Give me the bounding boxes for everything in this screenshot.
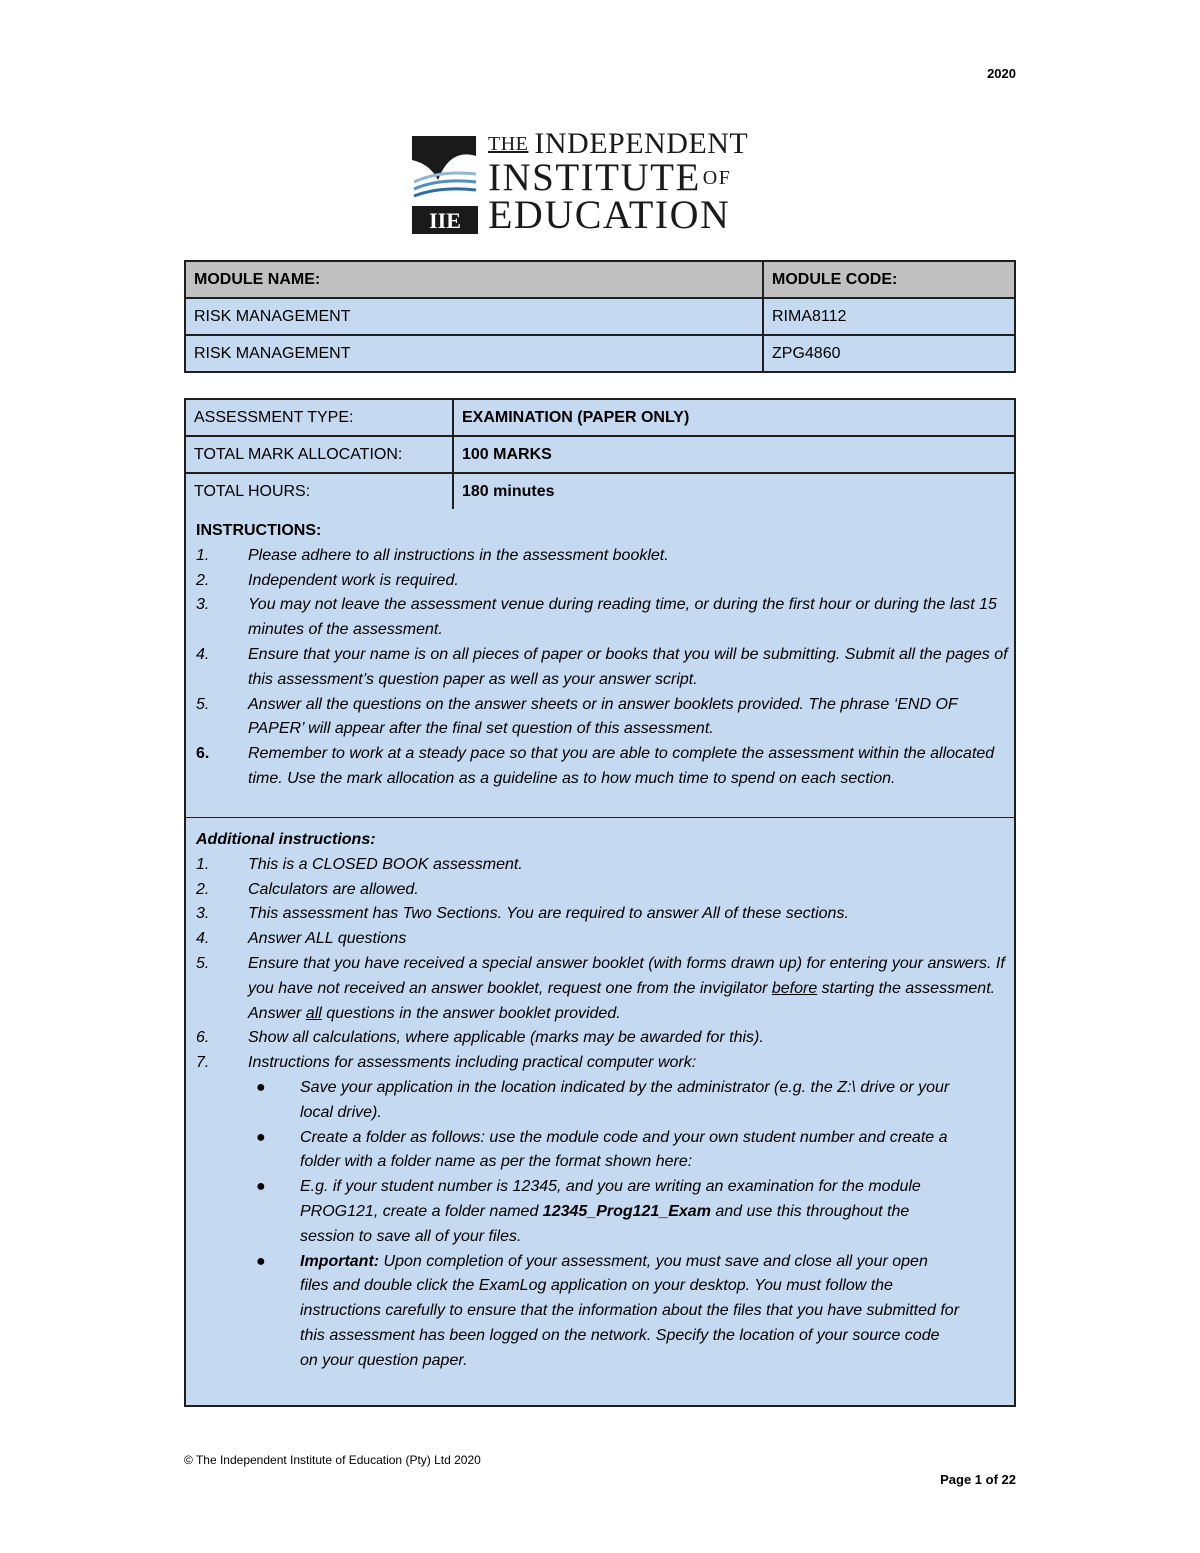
total-hours-value: 180 minutes	[453, 473, 1015, 510]
item-text: Ensure that your name is on all pieces of paper or books that you will be submitting. Submit all the pages of this assessment’s question paper as well as your answer script.	[248, 645, 1008, 688]
iie-logo	[410, 128, 790, 238]
module-name-header: MODULE NAME:	[185, 261, 763, 298]
assessment-type-label: ASSESSMENT TYPE:	[185, 399, 453, 436]
module-name-cell: RISK MANAGEMENT	[185, 335, 763, 372]
bullet-icon: ●	[256, 1252, 266, 1270]
total-mark-label: TOTAL MARK ALLOCATION:	[185, 436, 453, 473]
bullet-text: Save your application in the location indicated by the administrator (e.g. the Z:\ drive or your local drive).	[300, 1078, 950, 1121]
item-number: 5.	[196, 695, 210, 713]
folder-name-example: 12345_Prog121_Exam	[542, 1202, 711, 1220]
table-row	[185, 399, 1015, 436]
item-text: Instructions for assessments including practical computer work:	[248, 1054, 697, 1072]
list-item	[196, 643, 1014, 693]
logo-line1: INDEPENDENT	[534, 127, 749, 160]
item-number: 6.	[196, 1029, 210, 1047]
footer-page-number: Page 1 of 22	[940, 1472, 1016, 1487]
module-code-cell: ZPG4860	[763, 335, 1015, 372]
list-item	[196, 927, 1014, 952]
item-text: Please adhere to all instructions in the assessment booklet.	[248, 546, 669, 564]
important-label: Important:	[300, 1252, 380, 1270]
item-text: You may not leave the assessment venue during reading time, or during the first hour or during the last 15 minutes of the assessment.	[248, 596, 997, 639]
item-number: 1.	[196, 855, 210, 873]
logo-line3: EDUCATION	[488, 192, 731, 237]
module-name-cell: RISK MANAGEMENT	[185, 298, 763, 335]
bullet-text: Upon completion of your assessment, you must save and close all your open files and double click the ExamLog application on your desktop. You must follow the instructions carefully to ensure that the information about the files that you have submitted for this assessment has been logged on the network. Specify the location of your source code on your question paper.	[300, 1252, 960, 1369]
table-row	[185, 436, 1015, 473]
additional-list	[196, 853, 1014, 1076]
footer-copyright: © The Independent Institute of Education (Pty) Ltd 2020	[184, 1453, 481, 1467]
list-item	[196, 693, 1014, 743]
table-row	[185, 298, 1015, 335]
list-item	[196, 902, 1014, 927]
total-hours-label: TOTAL HOURS:	[185, 473, 453, 510]
item-text: Calculators are allowed.	[248, 880, 419, 898]
bullet-text: and use this throughout the session to save all of your files.	[300, 1202, 910, 1245]
list-item	[196, 853, 1014, 878]
item-text: Answer ALL questions	[248, 930, 407, 948]
assessment-type-value: EXAMINATION (PAPER ONLY)	[453, 399, 1015, 436]
additional-instructions-box	[184, 817, 1016, 1407]
bullet-icon: ●	[256, 1078, 266, 1096]
item-text-underlined: before	[771, 979, 818, 997]
item-number: 2.	[196, 880, 210, 898]
header-year: 2020	[987, 66, 1016, 81]
item-number: 7.	[196, 1054, 210, 1072]
item-number: 3.	[196, 596, 210, 614]
list-item	[248, 1175, 960, 1249]
bullet-icon: ●	[256, 1178, 266, 1196]
table-row	[185, 473, 1015, 510]
list-item	[196, 952, 1014, 1026]
additional-instructions-title: Additional instructions:	[196, 831, 376, 848]
module-table	[184, 260, 1016, 373]
item-number: 1.	[196, 546, 210, 564]
item-number: 3.	[196, 905, 210, 923]
item-text: Show all calculations, where applicable (marks may be awarded for this).	[248, 1029, 764, 1047]
item-text: Ensure that you have received a special answer booklet (with forms drawn up) for entering your answers. If you have not received an answer booklet, request one from the invigilator	[248, 954, 1005, 997]
item-number: 6.	[196, 745, 210, 763]
list-item	[248, 1126, 960, 1176]
module-code-header: MODULE CODE:	[763, 261, 1015, 298]
instructions-list	[196, 544, 1014, 792]
instructions-box	[184, 509, 1016, 819]
table-row	[185, 261, 1015, 298]
list-item	[196, 1026, 1014, 1051]
item-text: This is a CLOSED BOOK assessment.	[248, 855, 523, 873]
item-text: This assessment has Two Sections. You are required to answer All of these sections.	[248, 905, 849, 923]
item-number: 5.	[196, 954, 210, 972]
list-item	[196, 742, 1014, 792]
table-row	[185, 335, 1015, 372]
book-logo-icon	[410, 134, 480, 234]
list-item	[248, 1250, 960, 1374]
item-text: questions in the answer booklet provided.	[321, 1004, 621, 1022]
list-item	[196, 593, 1014, 643]
item-number: 4.	[196, 645, 210, 663]
bullet-text: Create a folder as follows: use the module code and your own student number and create a folder with a folder name as per the format shown here:	[300, 1128, 948, 1171]
logo-of: OF	[702, 167, 732, 189]
list-item	[248, 1076, 960, 1126]
list-item	[196, 878, 1014, 903]
instructions-title: INSTRUCTIONS:	[196, 522, 322, 539]
item-text-underlined: all	[305, 1004, 322, 1022]
list-item	[196, 569, 1014, 594]
logo-abbr: IIE	[429, 208, 461, 233]
bullet-icon: ●	[256, 1128, 266, 1146]
list-item	[196, 544, 1014, 569]
item-text: Answer all the questions on the answer sheets or in answer booklets provided. The phrase ‘END OF PAPER’ will appear after the final set question of this assessment.	[248, 695, 958, 738]
item-text: starting the assessment. Answer	[248, 979, 996, 1022]
item-text: Independent work is required.	[248, 571, 459, 589]
item-number: 2.	[196, 571, 210, 589]
list-item	[196, 1051, 1014, 1076]
practical-work-bullets	[248, 1076, 960, 1374]
item-text: Remember to work at a steady pace so that you are able to complete the assessment within the allocated time. Use the mark allocation as a guideline as to how much time to spend on each section.	[248, 745, 995, 787]
total-mark-value: 100 MARKS	[453, 436, 1015, 473]
logo-the: THE	[488, 133, 529, 155]
bullet-text: E.g. if your student number is 12345, and you are writing an examination for the module PROG121, create a folder named	[300, 1178, 921, 1220]
assessment-table	[184, 398, 1016, 511]
logo-line2: INSTITUTE	[488, 156, 701, 199]
module-code-cell: RIMA8112	[763, 298, 1015, 335]
item-number: 4.	[196, 930, 210, 948]
